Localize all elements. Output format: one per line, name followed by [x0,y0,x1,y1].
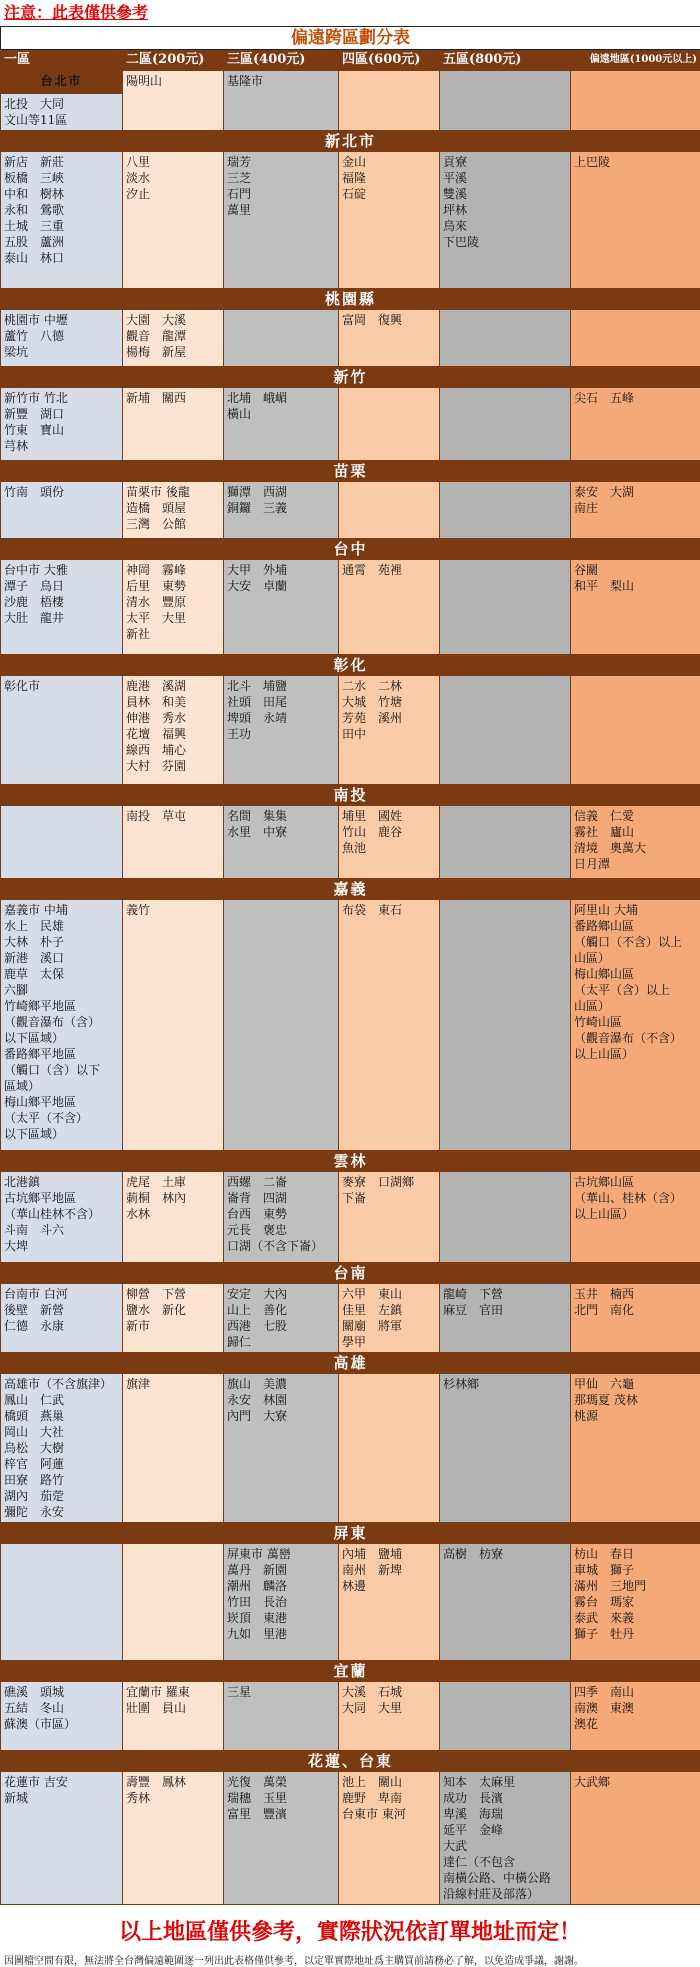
header-zone-4: 四區(600元) [339,50,440,71]
zone-2-cell: 新埔 關西 [123,388,224,461]
region-row [1,152,700,289]
zone-2-cell: 大園 大溪 觀音 龍潭 楊梅 新屋 [123,310,224,367]
region-title: 新北市 [1,131,700,152]
zone-1-cell: 竹南 頭份 [1,482,123,539]
zone-3-cell [224,310,339,367]
zone-3-cell: 光復 萬榮 瑞穗 玉里 富里 豐濱 [224,1772,339,1905]
zone-5-cell: 高樹 枋寮 [440,1544,571,1661]
zone-3-cell: 西螺 二崙 崙背 四湖 台西 東勢 元長 褒忠 口湖（不含下崙） [224,1172,339,1263]
region-title: 南投 [1,785,700,806]
zone-3-cell: 三星 [224,1682,339,1751]
zone-1-cell: 台南市 白河 後壁 新營 仁德 永康 [1,1284,123,1353]
region-title: 新竹 [1,367,700,388]
taipei-zone-2: 陽明山 [123,71,224,131]
zone-3-cell [224,900,339,1151]
zone-6-cell: 谷關 和平 梨山 [571,560,700,655]
zone-2-cell: 虎尾 土庫 莿桐 林內 水林 [123,1172,224,1263]
region-title: 屏東 [1,1523,700,1544]
region-header-row [1,1661,700,1682]
region-row [1,1772,700,1905]
zone-5-cell [440,482,571,539]
zone-6-cell [571,310,700,367]
region-row [1,1172,700,1263]
zone-2-cell: 南投 草屯 [123,806,224,879]
zone-6-cell [571,676,700,785]
zone-4-cell: 布袋 東石 [339,900,440,1151]
header-zone-2: 二區(200元) [123,50,224,71]
zone-4-cell: 埔里 國姓 竹山 鹿谷 魚池 [339,806,440,879]
zone-2-cell: 壽豐 鳳林 秀林 [123,1772,224,1905]
zone-2-cell: 鹿港 溪湖 員林 和美 伸港 秀水 花壇 福興 線西 埔心 大村 芬園 [123,676,224,785]
zone-2-cell: 苗栗市 後龍 造橋 頭屋 三灣 公館 [123,482,224,539]
zone-3-cell: 大甲 外埔 大安 卓蘭 [224,560,339,655]
region-title: 嘉義 [1,879,700,900]
header-zone-3: 三區(400元) [224,50,339,71]
region-row [1,676,700,785]
taipei-zone-remote [571,71,700,131]
taipei-zone-4 [339,71,440,131]
region-header-row [1,367,700,388]
zone-1-cell: 花蓮市 吉安 新城 [1,1772,123,1905]
zone-5-cell: 貢寮 平溪 雙溪 坪林 烏來 下巴陵 [440,152,571,289]
region-title: 桃園縣 [1,289,700,310]
zone-5-cell [440,806,571,879]
region-title: 宜蘭 [1,1661,700,1682]
region-header-row [1,785,700,806]
region-row [1,900,700,1151]
zone-3-cell: 名間 集集 水里 中寮 [224,806,339,879]
zone-5-cell [440,676,571,785]
region-title: 台中 [1,539,700,560]
zone-3-cell: 獅潭 西湖 銅鑼 三義 [224,482,339,539]
zone-6-cell: 尖石 五峰 [571,388,700,461]
notice-text: 注意：此表僅供參考 [4,3,148,22]
zone-5-cell [440,310,571,367]
zone-3-cell: 安定 大內 山上 善化 西港 七股 歸仁 [224,1284,339,1353]
region-row [1,482,700,539]
zone-4-cell: 金山 福隆 石碇 [339,152,440,289]
zone-6-cell: 阿里山 大埔 番路鄉山區 （觸口（不含）以上 山區） 梅山鄉山區 （太平（含）以上 山區） 竹崎山區 （觀音瀑布（不含） 以上山區） [571,900,700,1151]
zone-4-cell: 池上 關山 鹿野 卑南 台東市 東河 [339,1772,440,1905]
zone-1-cell [1,1544,123,1661]
zone-6-cell: 上巴陵 [571,152,700,289]
table-title: 偏遠跨區劃分表 [1,27,700,50]
header-zone-remote: 偏遠地區(1000元以上) [571,50,700,71]
region-title: 台南 [1,1263,700,1284]
zone-5-cell: 龍崎 下營 麻豆 官田 [440,1284,571,1353]
taipei-row [1,71,700,94]
zone-6-cell: 四季 南山 南澳 東澳 澳花 [571,1682,700,1751]
taipei-zone-1: 北投 大同 文山等11區 [1,94,123,131]
zone-4-cell [339,1374,440,1523]
taipei-zone-3: 基隆市 [224,71,339,131]
zone-5-cell [440,1682,571,1751]
zone-5-cell [440,388,571,461]
region-header-row [1,1523,700,1544]
region-row [1,1544,700,1661]
zone-6-cell: 古坑鄉山區 （華山、桂林（含） 以上山區） [571,1172,700,1263]
region-title: 高雄 [1,1353,700,1374]
taipei-zone-5 [440,71,571,131]
region-header-row [1,1353,700,1374]
zone-4-cell: 二水 二林 大城 竹塘 芳苑 溪州 田中 [339,676,440,785]
zone-4-cell: 富岡 復興 [339,310,440,367]
region-title-taipei: 台北市 [1,71,123,94]
region-header-row [1,539,700,560]
zone-2-cell [123,1544,224,1661]
zone-table [0,26,700,1905]
zone-6-cell: 玉井 楠西 北門 南化 [571,1284,700,1353]
region-header-row [1,1151,700,1172]
region-header-row [1,879,700,900]
zone-3-cell: 北斗 埔鹽 社頭 田尾 埤頭 永靖 王功 [224,676,339,785]
zone-4-cell [339,388,440,461]
region-header-row [1,1263,700,1284]
region-row [1,310,700,367]
zone-5-cell: 杉林鄉 [440,1374,571,1523]
zone-6-cell: 枋山 春日 車城 獅子 滿州 三地門 霧台 瑪家 泰武 來義 獅子 牡丹 [571,1544,700,1661]
zone-5-cell: 知本 太麻里 成功 長濱 卑溪 海瑞 延平 金峰 大武 達仁（不包含 南橫公路、中橫公路 沿線村莊及部落） [440,1772,571,1905]
zone-5-cell [440,560,571,655]
zone-6-cell: 信義 仁愛 霧社 廬山 清境 奧萬大 日月潭 [571,806,700,879]
zone-1-cell [1,806,123,879]
region-header-row [1,131,700,152]
region-title: 苗栗 [1,461,700,482]
zone-3-cell: 屏東市 萬巒 萬丹 新園 潮州 麟洛 竹田 長治 崁頂 東港 九如 里港 [224,1544,339,1661]
region-header-row [1,461,700,482]
zone-3-cell: 北埔 峨嵋 橫山 [224,388,339,461]
region-row [1,1284,700,1353]
zone-2-cell: 宜蘭市 羅東 壯圍 員山 [123,1682,224,1751]
zone-1-cell: 台中市 大雅 潭子 烏日 沙鹿 梧棲 大肚 龍井 [1,560,123,655]
zone-3-cell: 瑞芳 三芝 石門 萬里 [224,152,339,289]
region-header-row [1,1751,700,1772]
header-row [1,50,700,71]
zone-1-cell: 高雄市（不含旗津） 鳳山 仁武 橋頭 燕巢 岡山 大社 烏松 大樹 梓官 阿蓮 田寮 路竹 湖內 茄萣 彌陀 永安 [1,1374,123,1523]
footer-disclaimer: 以上地區僅供參考，實際狀況依訂單地址而定！ [0,1915,700,1946]
region-title: 雲林 [1,1151,700,1172]
zone-4-cell [339,482,440,539]
zone-3-cell: 旗山 美濃 永安 林園 內門 大寮 [224,1374,339,1523]
zone-1-cell: 新店 新莊 板橋 三峽 中和 樹林 永和 鶯歌 土城 三重 五股 蘆洲 泰山 林口 [1,152,123,289]
zone-2-cell: 義竹 [123,900,224,1151]
zone-6-cell: 大武鄉 [571,1772,700,1905]
zone-4-cell: 通霄 苑裡 [339,560,440,655]
region-row [1,388,700,461]
region-header-row [1,655,700,676]
zone-2-cell: 八里 淡水 汐止 [123,152,224,289]
zone-4-cell: 麥寮 口湖鄉 下崙 [339,1172,440,1263]
zone-5-cell [440,1172,571,1263]
footer-note: 因圖檔空間有限，無法將全台灣偏遠範圍逐一列出此表格僅供參考，以定單實際地址爲主購買前請務必了解，以免造成爭議，謝謝。 [0,1946,700,1967]
zone-6-cell: 甲仙 六龜 那瑪夏 茂林 桃源 [571,1374,700,1523]
region-row [1,806,700,879]
zone-2-cell: 柳營 下營 鹽水 新化 新市 [123,1284,224,1353]
notice-banner [0,0,700,26]
zone-4-cell: 六甲 東山 佳里 左鎮 關廟 將軍 學甲 [339,1284,440,1353]
zone-1-cell: 桃園市 中壢 蘆竹 八德 梁坑 [1,310,123,367]
zone-4-cell: 內埔 鹽埔 南州 新埤 林邊 [339,1544,440,1661]
zone-1-cell: 新竹市 竹北 新豐 湖口 竹東 寶山 芎林 [1,388,123,461]
zone-4-cell: 大溪 石城 大同 大里 [339,1682,440,1751]
region-title: 彰化 [1,655,700,676]
header-zone-1: 一區 [1,50,123,71]
zone-5-cell [440,900,571,1151]
zone-2-cell: 旗津 [123,1374,224,1523]
zone-1-cell: 北港鎮 古坑鄉平地區 （華山桂林不含） 斗南 斗六 大埤 [1,1172,123,1263]
region-row [1,1374,700,1523]
region-row [1,560,700,655]
zone-1-cell: 礁溪 頭城 五結 冬山 蘇澳（市區） [1,1682,123,1751]
zone-1-cell: 彰化市 [1,676,123,785]
header-zone-5: 五區(800元) [440,50,571,71]
zone-6-cell: 泰安 大湖 南庄 [571,482,700,539]
region-title: 花蓮、台東 [1,1751,700,1772]
region-row [1,1682,700,1751]
region-header-row [1,289,700,310]
zone-1-cell: 嘉義市 中埔 水上 民雄 大林 朴子 新港 溪口 鹿草 太保 六腳 竹崎鄉平地區 （觀音瀑布（含） 以下區域） 番路鄉平地區 （觸口（含）以下 區域） 梅山鄉平地區 （太平（不含） 以下區域） [1,900,123,1151]
zone-2-cell: 神岡 霧峰 后里 東勢 清水 豐原 太平 大里 新社 [123,560,224,655]
